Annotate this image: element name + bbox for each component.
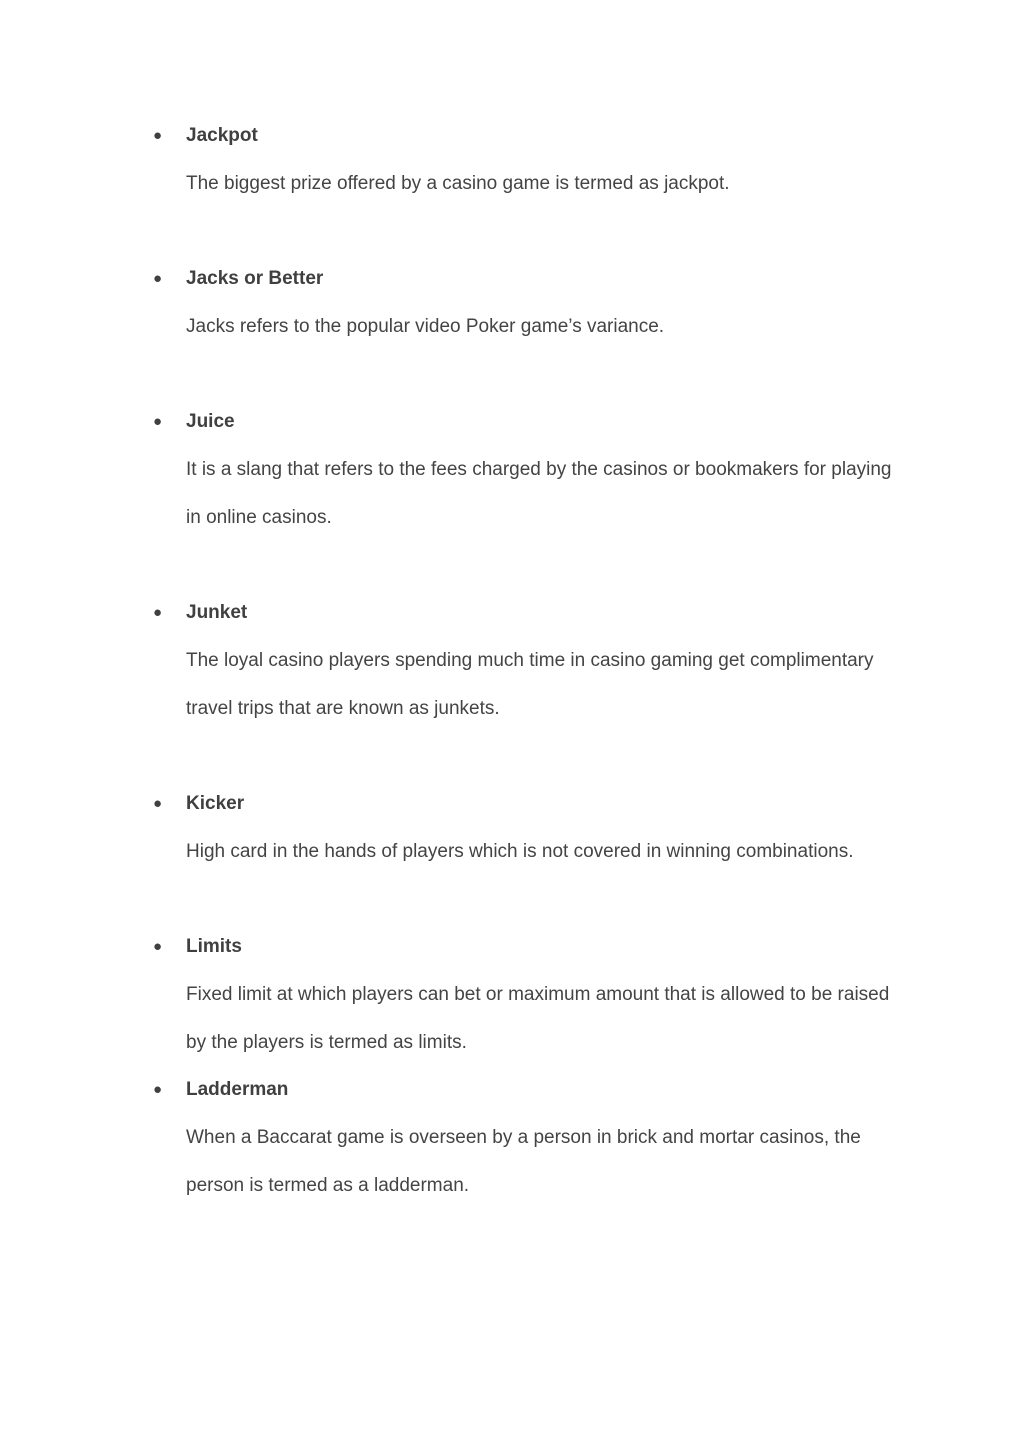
bullet-icon: ● xyxy=(153,127,163,144)
term-definition: Jacks refers to the popular video Poker game’s variance. xyxy=(186,316,665,337)
term-definition: Fixed limit at which players can bet or maximum amount that is allowed to be raised by the players is termed as limits. xyxy=(186,984,890,1053)
term-title: Jacks or Better xyxy=(186,268,324,289)
term-definition: The loyal casino players spending much time in casino gaming get complimentary travel trips that are known as junkets. xyxy=(186,650,874,719)
term-title: Limits xyxy=(186,936,242,957)
term-title: Juice xyxy=(186,411,235,432)
bullet-icon: ● xyxy=(153,795,163,812)
bullet-icon: ● xyxy=(153,413,163,430)
bullet-icon: ● xyxy=(153,1081,163,1098)
term-definition: High card in the hands of players which is not covered in winning combinations. xyxy=(186,841,854,862)
term-title: Ladderman xyxy=(186,1079,289,1100)
bullet-icon: ● xyxy=(153,270,163,287)
term-definition: It is a slang that refers to the fees charged by the casinos or bookmakers for playing in online casinos. xyxy=(186,459,892,528)
term-title: Junket xyxy=(186,602,248,623)
bullet-icon: ● xyxy=(153,938,163,955)
term-definition: When a Baccarat game is overseen by a person in brick and mortar casinos, the person is termed as a ladderman. xyxy=(186,1127,861,1196)
term-definition: The biggest prize offered by a casino game is termed as jackpot. xyxy=(186,173,730,194)
bullet-icon: ● xyxy=(153,604,163,621)
term-title: Jackpot xyxy=(186,125,258,146)
term-title: Kicker xyxy=(186,793,245,814)
